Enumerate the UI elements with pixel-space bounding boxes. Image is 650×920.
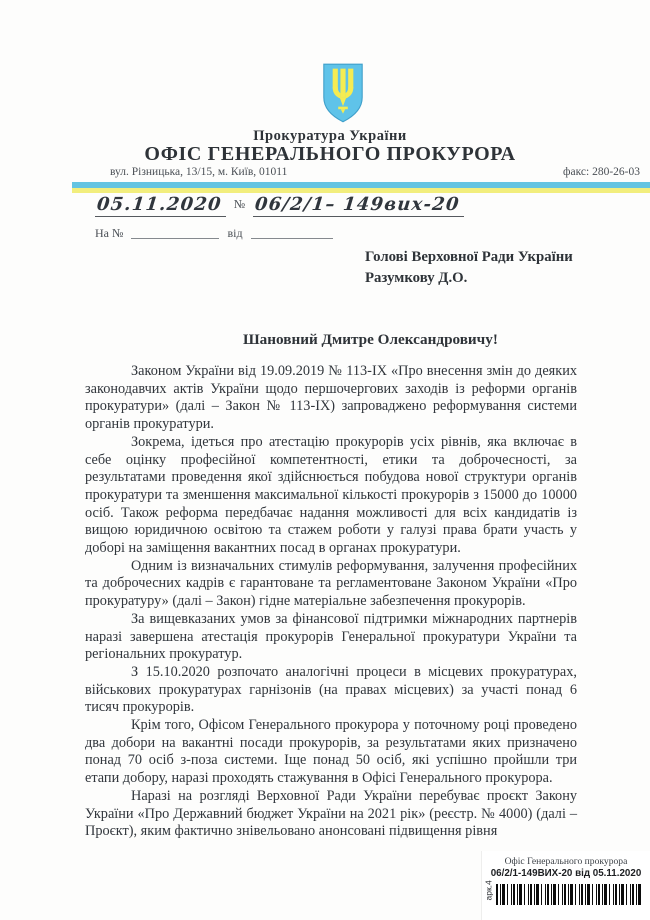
- barcode: [496, 884, 642, 905]
- recipient-title: Голові Верховної Ради України: [365, 249, 573, 265]
- reply-number-label: На №: [95, 226, 124, 240]
- body-paragraph: Законом України від 19.09.2019 № 113-ІХ «Про внесення змін до деяких законодавчих актів України щодо першочергових заходів із реформи органів прокуратури» (далі – Закон № 113-ІХ) запроваджено реформування системи органів прокуратури.: [85, 363, 577, 433]
- flag-band-yellow: [72, 188, 650, 193]
- reference-line-outgoing: [95, 194, 515, 217]
- reference-line-incoming: [95, 226, 515, 241]
- stamp-office-name: Офіс Генерального прокурора: [504, 856, 628, 867]
- body-paragraph: Крім того, Офісом Генерального прокурора у поточному році проведено два добори на вакантні посади прокурорів, за результатами яких призначено понад 70 осіб з-поза системи. Іще понад 50 осіб, які успішно пройшли три етапи добору, наразі проходять стажування в Офісі Генерального прокурора.: [85, 717, 577, 787]
- body-paragraph: За вищевказаних умов за фінансової підтримки міжнародних партнерів наразі завершена атестація прокурорів Генеральної прокуратури України та регіональних прокуратур.: [85, 610, 577, 663]
- body-paragraph: З 15.10.2020 розпочато аналогічні процеси в місцевих прокуратурах, військових прокуратурах гарнізонів (на правах місцевих) за участі понад 6 тисяч прокурорів.: [85, 663, 577, 716]
- address-line: вул. Різницька, 13/15, м. Київ, 01011: [110, 166, 288, 178]
- letter-body: [85, 363, 577, 841]
- body-paragraph: Зокрема, ідеться про атестацію прокурорів усіх рівнів, яка включає в себе оцінку професійної компетентності, етики та доброчесності, за результатами проведення якої здійснюється побудова нової структури органів прокуратури та зменшення максимальної кількості прокурорів з 15000 до 10000 осіб. Також реформа передбачає надання можливості для всіх кандидатів із вищою юридичною освітою та стажем роботи у галузі права брати участь у доборі на заміщення вакантних посад в органах прокуратури.: [85, 433, 577, 557]
- recipient-block: [365, 247, 573, 289]
- flag-band: [72, 182, 650, 193]
- fax-line: факс: 280-26-03: [563, 166, 640, 178]
- outgoing-date-handwritten: 05.11.2020: [95, 194, 223, 215]
- number-symbol: №: [233, 197, 246, 211]
- reply-date-label: від: [227, 226, 243, 240]
- reply-number-blank: [131, 227, 219, 239]
- reply-date-blank: [251, 227, 333, 239]
- body-paragraph: Одним із визначальних стимулів реформування, залучення професійних та доброчесних кадрів є гарантоване та регламентоване Законом України «Про прокуратуру» (далі – Закон) гідне матеріальне забезпечення прокурорів.: [85, 557, 577, 610]
- recipient-name: Разумкову Д.О.: [365, 270, 468, 286]
- ukraine-coat-of-arms-icon: [320, 62, 366, 124]
- org-name-small: Прокуратура України: [253, 128, 407, 144]
- outgoing-number-handwritten: 06/2/1– 149вих-20: [254, 194, 461, 215]
- org-name-large: ОФІС ГЕНЕРАЛЬНОГО ПРОКУРОРА: [144, 143, 516, 165]
- reference-block: [95, 194, 515, 241]
- registration-stamp: [482, 851, 650, 920]
- salutation: Шановний Дмитре Олександровичу!: [243, 331, 498, 348]
- stamp-sheet-count: арк.4: [483, 880, 494, 901]
- stamp-registration-number: 06/2/1-149ВИХ-20 від 05.11.2020: [490, 868, 642, 879]
- body-paragraph: Наразі на розгляді Верховної Ради України перебуває проєкт Закону України «Про Державний бюджет України на 2021 рік» (реєстр. № 4000) (далі – Проєкт), яким фактично знівельовано анонсовані підвищення рівня: [85, 787, 577, 840]
